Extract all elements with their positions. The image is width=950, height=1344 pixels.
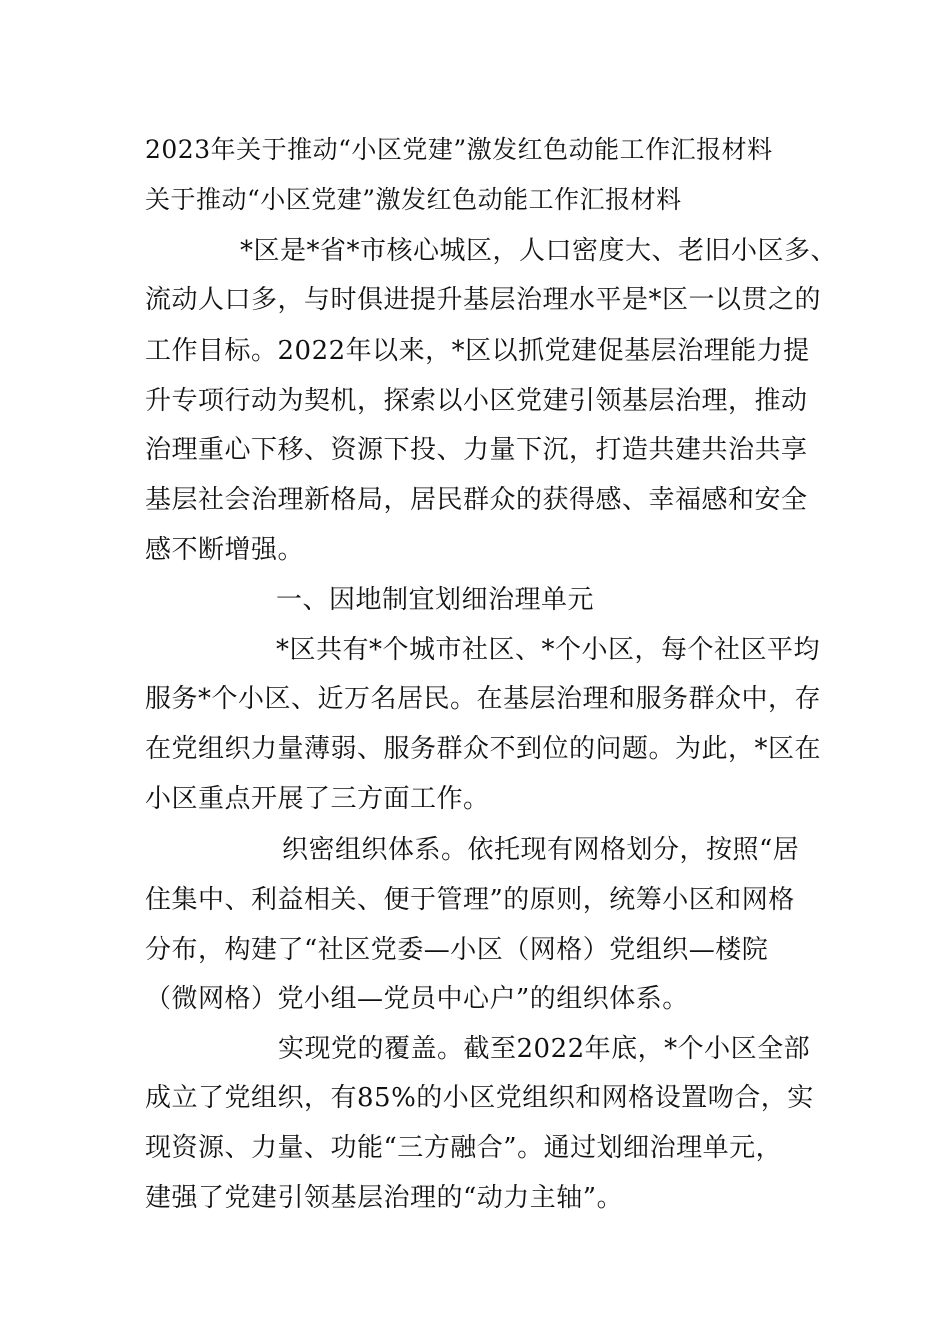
intro-line: 感不断增强。 — [145, 535, 305, 565]
intro-line: 工作目标。2022年以来，*区以抓党建促基层治理能力提 — [145, 336, 810, 366]
para3-line: 实现党的覆盖。截至2022年底，*个小区全部 — [278, 1034, 811, 1064]
section1-line: 在党组织力量薄弱、服务群众不到位的问题。为此，*区在 — [145, 734, 822, 764]
document-subtitle: 关于推动“小区党建”激发红色动能工作汇报材料 — [145, 185, 682, 214]
section-heading: 一、因地制宜划细治理单元 — [276, 585, 595, 615]
para2-line: 织密组织体系。依托现有网格划分，按照“居 — [282, 835, 800, 865]
para2-line: （微网格）党小组—党员中心户”的组织体系。 — [145, 984, 689, 1014]
intro-line: 流动人口多，与时俱进提升基层治理水平是*区一以贯之的 — [145, 285, 822, 315]
section1-line: 小区重点开展了三方面工作。 — [145, 784, 490, 814]
para2-line: 住集中、利益相关、便于管理”的原则，统筹小区和网格 — [145, 885, 795, 915]
para3-line: 现资源、力量、功能“三方融合”。通过划细治理单元， — [145, 1133, 783, 1163]
intro-line: 基层社会治理新格局，居民群众的获得感、幸福感和安全 — [145, 485, 808, 515]
section1-line: 服务*个小区、近万名居民。在基层治理和服务群众中，存 — [145, 684, 822, 714]
document-title: 2023年关于推动“小区党建”激发红色动能工作汇报材料 — [145, 135, 773, 164]
intro-line: 治理重心下移、资源下投、力量下沉，打造共建共治共享 — [145, 435, 808, 465]
para2-line: 分布，构建了“社区党委—小区（网格）党组织—楼院 — [145, 935, 769, 965]
section1-line: *区共有*个城市社区、*个小区，每个社区平均 — [276, 635, 821, 665]
para3-line: 成立了党组织，有85%的小区党组织和网格设置吻合，实 — [145, 1083, 814, 1113]
intro-line: *区是*省*市核心城区，人口密度大、老旧小区多、 — [240, 236, 838, 266]
intro-line: 升专项行动为契机，探索以小区党建引领基层治理，推动 — [145, 386, 808, 416]
para3-line: 建强了党建引领基层治理的“动力主轴”。 — [145, 1183, 624, 1213]
